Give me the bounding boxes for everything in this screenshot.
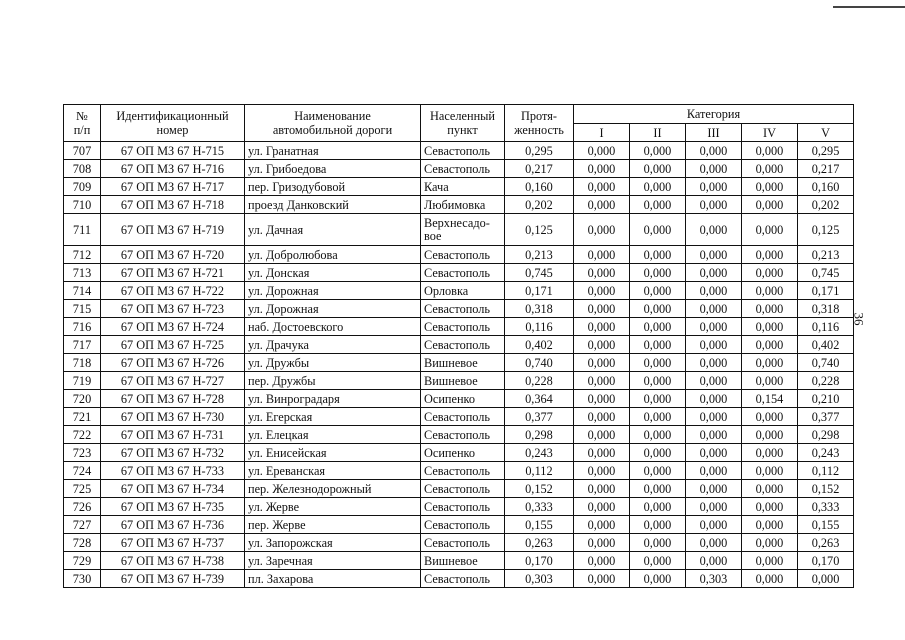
row-category-2: 0,000 bbox=[630, 282, 686, 300]
table-row bbox=[64, 498, 854, 516]
row-id: 67 ОП МЗ 67 Н-726 bbox=[101, 354, 245, 372]
row-locality: Севастополь bbox=[421, 570, 505, 588]
row-locality: Вишневое bbox=[421, 372, 505, 390]
table-row bbox=[64, 552, 854, 570]
row-category-3: 0,000 bbox=[686, 480, 742, 498]
row-category-2: 0,000 bbox=[630, 426, 686, 444]
row-road-name: ул. Дачная bbox=[245, 214, 421, 246]
row-category-1: 0,000 bbox=[574, 498, 630, 516]
row-category-3: 0,000 bbox=[686, 160, 742, 178]
row-category-3: 0,000 bbox=[686, 142, 742, 160]
row-category-5: 0,333 bbox=[798, 498, 854, 516]
row-category-1: 0,000 bbox=[574, 160, 630, 178]
row-road-name: ул. Дружбы bbox=[245, 354, 421, 372]
row-locality: Севастополь bbox=[421, 300, 505, 318]
row-category-2: 0,000 bbox=[630, 534, 686, 552]
row-locality: Осипенко bbox=[421, 444, 505, 462]
row-number: 726 bbox=[64, 498, 101, 516]
row-category-2: 0,000 bbox=[630, 246, 686, 264]
row-category-4: 0,000 bbox=[742, 282, 798, 300]
row-category-3: 0,000 bbox=[686, 462, 742, 480]
row-category-4: 0,000 bbox=[742, 178, 798, 196]
row-id: 67 ОП МЗ 67 Н-738 bbox=[101, 552, 245, 570]
row-locality: Верхнесадо- вое bbox=[421, 214, 505, 246]
row-number: 730 bbox=[64, 570, 101, 588]
row-number: 727 bbox=[64, 516, 101, 534]
row-category-2: 0,000 bbox=[630, 318, 686, 336]
row-category-4: 0,000 bbox=[742, 264, 798, 282]
top-edge-line bbox=[833, 6, 905, 8]
row-id: 67 ОП МЗ 67 Н-739 bbox=[101, 570, 245, 588]
row-category-5: 0,160 bbox=[798, 178, 854, 196]
table-row bbox=[64, 282, 854, 300]
row-id: 67 ОП МЗ 67 Н-721 bbox=[101, 264, 245, 282]
row-category-1: 0,000 bbox=[574, 462, 630, 480]
table-row bbox=[64, 462, 854, 480]
row-road-name: ул. Гранатная bbox=[245, 142, 421, 160]
row-length: 0,155 bbox=[505, 516, 574, 534]
row-length: 0,303 bbox=[505, 570, 574, 588]
row-category-1: 0,000 bbox=[574, 444, 630, 462]
row-locality: Севастополь bbox=[421, 516, 505, 534]
row-category-3: 0,000 bbox=[686, 498, 742, 516]
row-category-4: 0,000 bbox=[742, 462, 798, 480]
row-category-1: 0,000 bbox=[574, 196, 630, 214]
row-category-1: 0,000 bbox=[574, 426, 630, 444]
row-category-2: 0,000 bbox=[630, 552, 686, 570]
row-length: 0,298 bbox=[505, 426, 574, 444]
table-row bbox=[64, 300, 854, 318]
row-category-4: 0,000 bbox=[742, 498, 798, 516]
row-road-name: пер. Дружбы bbox=[245, 372, 421, 390]
header-category-4: IV bbox=[742, 124, 798, 142]
row-number: 707 bbox=[64, 142, 101, 160]
row-number: 724 bbox=[64, 462, 101, 480]
header-category-1: I bbox=[574, 124, 630, 142]
row-id: 67 ОП МЗ 67 Н-737 bbox=[101, 534, 245, 552]
row-category-4: 0,000 bbox=[742, 318, 798, 336]
row-category-3: 0,000 bbox=[686, 444, 742, 462]
table-row bbox=[64, 426, 854, 444]
row-category-5: 0,298 bbox=[798, 426, 854, 444]
row-category-3: 0,000 bbox=[686, 178, 742, 196]
row-locality: Севастополь bbox=[421, 142, 505, 160]
row-locality: Орловка bbox=[421, 282, 505, 300]
header-length: Протя- женность bbox=[505, 105, 574, 142]
row-category-5: 0,243 bbox=[798, 444, 854, 462]
row-id: 67 ОП МЗ 67 Н-730 bbox=[101, 408, 245, 426]
row-category-4: 0,000 bbox=[742, 160, 798, 178]
table-row bbox=[64, 246, 854, 264]
row-category-5: 0,740 bbox=[798, 354, 854, 372]
row-road-name: ул. Запорожская bbox=[245, 534, 421, 552]
row-number: 714 bbox=[64, 282, 101, 300]
row-locality: Севастополь bbox=[421, 264, 505, 282]
row-category-3: 0,000 bbox=[686, 390, 742, 408]
table-body bbox=[64, 142, 854, 588]
row-id: 67 ОП МЗ 67 Н-725 bbox=[101, 336, 245, 354]
row-road-name: ул. Елецкая bbox=[245, 426, 421, 444]
row-category-3: 0,000 bbox=[686, 552, 742, 570]
header-id: Идентификационный номер bbox=[101, 105, 245, 142]
row-locality: Вишневое bbox=[421, 552, 505, 570]
row-number: 713 bbox=[64, 264, 101, 282]
row-category-3: 0,000 bbox=[686, 516, 742, 534]
row-length: 0,745 bbox=[505, 264, 574, 282]
row-category-5: 0,210 bbox=[798, 390, 854, 408]
row-category-4: 0,000 bbox=[742, 300, 798, 318]
row-number: 712 bbox=[64, 246, 101, 264]
row-number: 728 bbox=[64, 534, 101, 552]
row-id: 67 ОП МЗ 67 Н-715 bbox=[101, 142, 245, 160]
row-category-1: 0,000 bbox=[574, 282, 630, 300]
row-category-3: 0,000 bbox=[686, 354, 742, 372]
row-id: 67 ОП МЗ 67 Н-733 bbox=[101, 462, 245, 480]
row-road-name: ул. Енисейская bbox=[245, 444, 421, 462]
row-category-1: 0,000 bbox=[574, 246, 630, 264]
header-name: Наименование автомобильной дороги bbox=[245, 105, 421, 142]
table-row bbox=[64, 480, 854, 498]
row-category-3: 0,000 bbox=[686, 534, 742, 552]
row-category-2: 0,000 bbox=[630, 462, 686, 480]
row-length: 0,217 bbox=[505, 160, 574, 178]
row-length: 0,263 bbox=[505, 534, 574, 552]
row-length: 0,295 bbox=[505, 142, 574, 160]
row-road-name: ул. Жерве bbox=[245, 498, 421, 516]
row-length: 0,243 bbox=[505, 444, 574, 462]
row-road-name: пер. Жерве bbox=[245, 516, 421, 534]
table-row bbox=[64, 336, 854, 354]
row-category-2: 0,000 bbox=[630, 214, 686, 246]
table-row bbox=[64, 534, 854, 552]
row-id: 67 ОП МЗ 67 Н-718 bbox=[101, 196, 245, 214]
row-id: 67 ОП МЗ 67 Н-720 bbox=[101, 246, 245, 264]
row-category-1: 0,000 bbox=[574, 142, 630, 160]
row-category-2: 0,000 bbox=[630, 372, 686, 390]
row-category-3: 0,000 bbox=[686, 300, 742, 318]
row-category-3: 0,000 bbox=[686, 372, 742, 390]
row-road-name: ул. Винроградаря bbox=[245, 390, 421, 408]
row-category-5: 0,171 bbox=[798, 282, 854, 300]
row-category-4: 0,000 bbox=[742, 354, 798, 372]
row-id: 67 ОП МЗ 67 Н-716 bbox=[101, 160, 245, 178]
row-locality: Осипенко bbox=[421, 390, 505, 408]
row-category-4: 0,000 bbox=[742, 516, 798, 534]
row-id: 67 ОП МЗ 67 Н-724 bbox=[101, 318, 245, 336]
row-category-3: 0,000 bbox=[686, 318, 742, 336]
row-id: 67 ОП МЗ 67 Н-717 bbox=[101, 178, 245, 196]
row-category-5: 0,213 bbox=[798, 246, 854, 264]
row-category-1: 0,000 bbox=[574, 480, 630, 498]
table-row bbox=[64, 408, 854, 426]
row-category-1: 0,000 bbox=[574, 372, 630, 390]
table-row bbox=[64, 160, 854, 178]
row-category-4: 0,000 bbox=[742, 336, 798, 354]
header-locality: Населенный пункт bbox=[421, 105, 505, 142]
row-road-name: ул. Добролюбова bbox=[245, 246, 421, 264]
row-category-5: 0,125 bbox=[798, 214, 854, 246]
table-row bbox=[64, 142, 854, 160]
row-category-2: 0,000 bbox=[630, 142, 686, 160]
row-length: 0,160 bbox=[505, 178, 574, 196]
table-row bbox=[64, 390, 854, 408]
row-length: 0,213 bbox=[505, 246, 574, 264]
table-row bbox=[64, 214, 854, 246]
header-category-3: III bbox=[686, 124, 742, 142]
row-category-1: 0,000 bbox=[574, 570, 630, 588]
road-registry-table bbox=[63, 104, 854, 588]
table-row bbox=[64, 264, 854, 282]
header-category: Категория bbox=[574, 105, 854, 124]
row-category-2: 0,000 bbox=[630, 354, 686, 372]
row-road-name: проезд Данковский bbox=[245, 196, 421, 214]
row-number: 708 bbox=[64, 160, 101, 178]
row-id: 67 ОП МЗ 67 Н-719 bbox=[101, 214, 245, 246]
row-category-1: 0,000 bbox=[574, 214, 630, 246]
header-category-5: V bbox=[798, 124, 854, 142]
row-id: 67 ОП МЗ 67 Н-731 bbox=[101, 426, 245, 444]
row-category-1: 0,000 bbox=[574, 390, 630, 408]
row-length: 0,112 bbox=[505, 462, 574, 480]
row-length: 0,202 bbox=[505, 196, 574, 214]
row-number: 723 bbox=[64, 444, 101, 462]
table-row bbox=[64, 354, 854, 372]
row-locality: Севастополь bbox=[421, 160, 505, 178]
row-category-3: 0,303 bbox=[686, 570, 742, 588]
row-category-5: 0,263 bbox=[798, 534, 854, 552]
row-number: 720 bbox=[64, 390, 101, 408]
row-id: 67 ОП МЗ 67 Н-723 bbox=[101, 300, 245, 318]
row-category-2: 0,000 bbox=[630, 336, 686, 354]
row-category-1: 0,000 bbox=[574, 354, 630, 372]
row-category-3: 0,000 bbox=[686, 282, 742, 300]
row-category-3: 0,000 bbox=[686, 214, 742, 246]
row-category-5: 0,402 bbox=[798, 336, 854, 354]
row-number: 719 bbox=[64, 372, 101, 390]
header-num: № п/п bbox=[64, 105, 101, 142]
table-row bbox=[64, 444, 854, 462]
row-category-5: 0,377 bbox=[798, 408, 854, 426]
row-length: 0,125 bbox=[505, 214, 574, 246]
row-category-5: 0,116 bbox=[798, 318, 854, 336]
row-length: 0,116 bbox=[505, 318, 574, 336]
row-number: 710 bbox=[64, 196, 101, 214]
row-category-4: 0,000 bbox=[742, 570, 798, 588]
row-number: 722 bbox=[64, 426, 101, 444]
row-category-1: 0,000 bbox=[574, 336, 630, 354]
row-category-4: 0,000 bbox=[742, 246, 798, 264]
row-locality: Севастополь bbox=[421, 426, 505, 444]
row-category-4: 0,000 bbox=[742, 534, 798, 552]
row-category-5: 0,295 bbox=[798, 142, 854, 160]
row-number: 717 bbox=[64, 336, 101, 354]
table-row bbox=[64, 372, 854, 390]
row-number: 709 bbox=[64, 178, 101, 196]
row-road-name: ул. Егерская bbox=[245, 408, 421, 426]
row-category-2: 0,000 bbox=[630, 408, 686, 426]
row-category-1: 0,000 bbox=[574, 534, 630, 552]
row-locality: Севастополь bbox=[421, 408, 505, 426]
table-row bbox=[64, 178, 854, 196]
row-category-5: 0,228 bbox=[798, 372, 854, 390]
row-locality: Севастополь bbox=[421, 246, 505, 264]
row-road-name: пер. Железнодорожный bbox=[245, 480, 421, 498]
row-road-name: пер. Гризодубовой bbox=[245, 178, 421, 196]
row-id: 67 ОП МЗ 67 Н-722 bbox=[101, 282, 245, 300]
row-category-3: 0,000 bbox=[686, 336, 742, 354]
row-category-4: 0,000 bbox=[742, 408, 798, 426]
row-category-5: 0,000 bbox=[798, 570, 854, 588]
row-road-name: ул. Донская bbox=[245, 264, 421, 282]
row-category-4: 0,000 bbox=[742, 196, 798, 214]
row-category-4: 0,000 bbox=[742, 480, 798, 498]
row-category-2: 0,000 bbox=[630, 444, 686, 462]
row-category-1: 0,000 bbox=[574, 264, 630, 282]
row-length: 0,152 bbox=[505, 480, 574, 498]
row-category-4: 0,000 bbox=[742, 142, 798, 160]
row-category-2: 0,000 bbox=[630, 498, 686, 516]
row-category-2: 0,000 bbox=[630, 516, 686, 534]
row-length: 0,740 bbox=[505, 354, 574, 372]
row-length: 0,377 bbox=[505, 408, 574, 426]
row-category-1: 0,000 bbox=[574, 552, 630, 570]
row-locality: Севастополь bbox=[421, 498, 505, 516]
row-category-4: 0,000 bbox=[742, 214, 798, 246]
row-locality: Севастополь bbox=[421, 480, 505, 498]
row-category-5: 0,152 bbox=[798, 480, 854, 498]
row-road-name: ул. Дорожная bbox=[245, 282, 421, 300]
row-length: 0,402 bbox=[505, 336, 574, 354]
row-category-2: 0,000 bbox=[630, 480, 686, 498]
row-length: 0,171 bbox=[505, 282, 574, 300]
row-length: 0,318 bbox=[505, 300, 574, 318]
row-road-name: ул. Драчука bbox=[245, 336, 421, 354]
row-category-3: 0,000 bbox=[686, 264, 742, 282]
row-category-5: 0,170 bbox=[798, 552, 854, 570]
row-category-2: 0,000 bbox=[630, 264, 686, 282]
table-row bbox=[64, 196, 854, 214]
row-id: 67 ОП МЗ 67 Н-728 bbox=[101, 390, 245, 408]
row-road-name: ул. Ереванская bbox=[245, 462, 421, 480]
row-category-5: 0,155 bbox=[798, 516, 854, 534]
table-header bbox=[64, 105, 854, 142]
row-road-name: наб. Достоевского bbox=[245, 318, 421, 336]
row-id: 67 ОП МЗ 67 Н-727 bbox=[101, 372, 245, 390]
row-category-1: 0,000 bbox=[574, 318, 630, 336]
row-locality: Вишневое bbox=[421, 354, 505, 372]
row-category-3: 0,000 bbox=[686, 196, 742, 214]
page-number: 36 bbox=[851, 312, 867, 326]
table-row bbox=[64, 318, 854, 336]
table-row bbox=[64, 516, 854, 534]
row-id: 67 ОП МЗ 67 Н-735 bbox=[101, 498, 245, 516]
row-number: 729 bbox=[64, 552, 101, 570]
row-category-1: 0,000 bbox=[574, 300, 630, 318]
row-category-2: 0,000 bbox=[630, 160, 686, 178]
row-locality: Севастополь bbox=[421, 462, 505, 480]
row-category-3: 0,000 bbox=[686, 246, 742, 264]
row-category-4: 0,000 bbox=[742, 426, 798, 444]
row-category-4: 0,000 bbox=[742, 552, 798, 570]
row-category-4: 0,154 bbox=[742, 390, 798, 408]
row-category-5: 0,745 bbox=[798, 264, 854, 282]
row-id: 67 ОП МЗ 67 Н-732 bbox=[101, 444, 245, 462]
row-category-3: 0,000 bbox=[686, 426, 742, 444]
row-number: 711 bbox=[64, 214, 101, 246]
row-category-2: 0,000 bbox=[630, 196, 686, 214]
row-category-2: 0,000 bbox=[630, 570, 686, 588]
row-category-1: 0,000 bbox=[574, 408, 630, 426]
row-category-3: 0,000 bbox=[686, 408, 742, 426]
row-locality: Севастополь bbox=[421, 534, 505, 552]
row-number: 716 bbox=[64, 318, 101, 336]
row-category-4: 0,000 bbox=[742, 444, 798, 462]
row-length: 0,364 bbox=[505, 390, 574, 408]
row-category-2: 0,000 bbox=[630, 390, 686, 408]
row-category-5: 0,202 bbox=[798, 196, 854, 214]
table-row bbox=[64, 570, 854, 588]
row-locality: Севастополь bbox=[421, 318, 505, 336]
row-length: 0,228 bbox=[505, 372, 574, 390]
row-road-name: ул. Грибоедова bbox=[245, 160, 421, 178]
row-locality: Севастополь bbox=[421, 336, 505, 354]
row-category-2: 0,000 bbox=[630, 178, 686, 196]
row-number: 718 bbox=[64, 354, 101, 372]
row-category-2: 0,000 bbox=[630, 300, 686, 318]
header-category-2: II bbox=[630, 124, 686, 142]
row-category-4: 0,000 bbox=[742, 372, 798, 390]
row-category-5: 0,112 bbox=[798, 462, 854, 480]
row-number: 715 bbox=[64, 300, 101, 318]
row-road-name: ул. Дорожная bbox=[245, 300, 421, 318]
row-number: 725 bbox=[64, 480, 101, 498]
row-road-name: ул. Заречная bbox=[245, 552, 421, 570]
row-category-1: 0,000 bbox=[574, 178, 630, 196]
row-id: 67 ОП МЗ 67 Н-734 bbox=[101, 480, 245, 498]
row-number: 721 bbox=[64, 408, 101, 426]
row-category-5: 0,318 bbox=[798, 300, 854, 318]
row-road-name: пл. Захарова bbox=[245, 570, 421, 588]
row-category-1: 0,000 bbox=[574, 516, 630, 534]
row-category-5: 0,217 bbox=[798, 160, 854, 178]
row-length: 0,333 bbox=[505, 498, 574, 516]
row-locality: Любимовка bbox=[421, 196, 505, 214]
row-id: 67 ОП МЗ 67 Н-736 bbox=[101, 516, 245, 534]
row-length: 0,170 bbox=[505, 552, 574, 570]
row-locality: Кача bbox=[421, 178, 505, 196]
